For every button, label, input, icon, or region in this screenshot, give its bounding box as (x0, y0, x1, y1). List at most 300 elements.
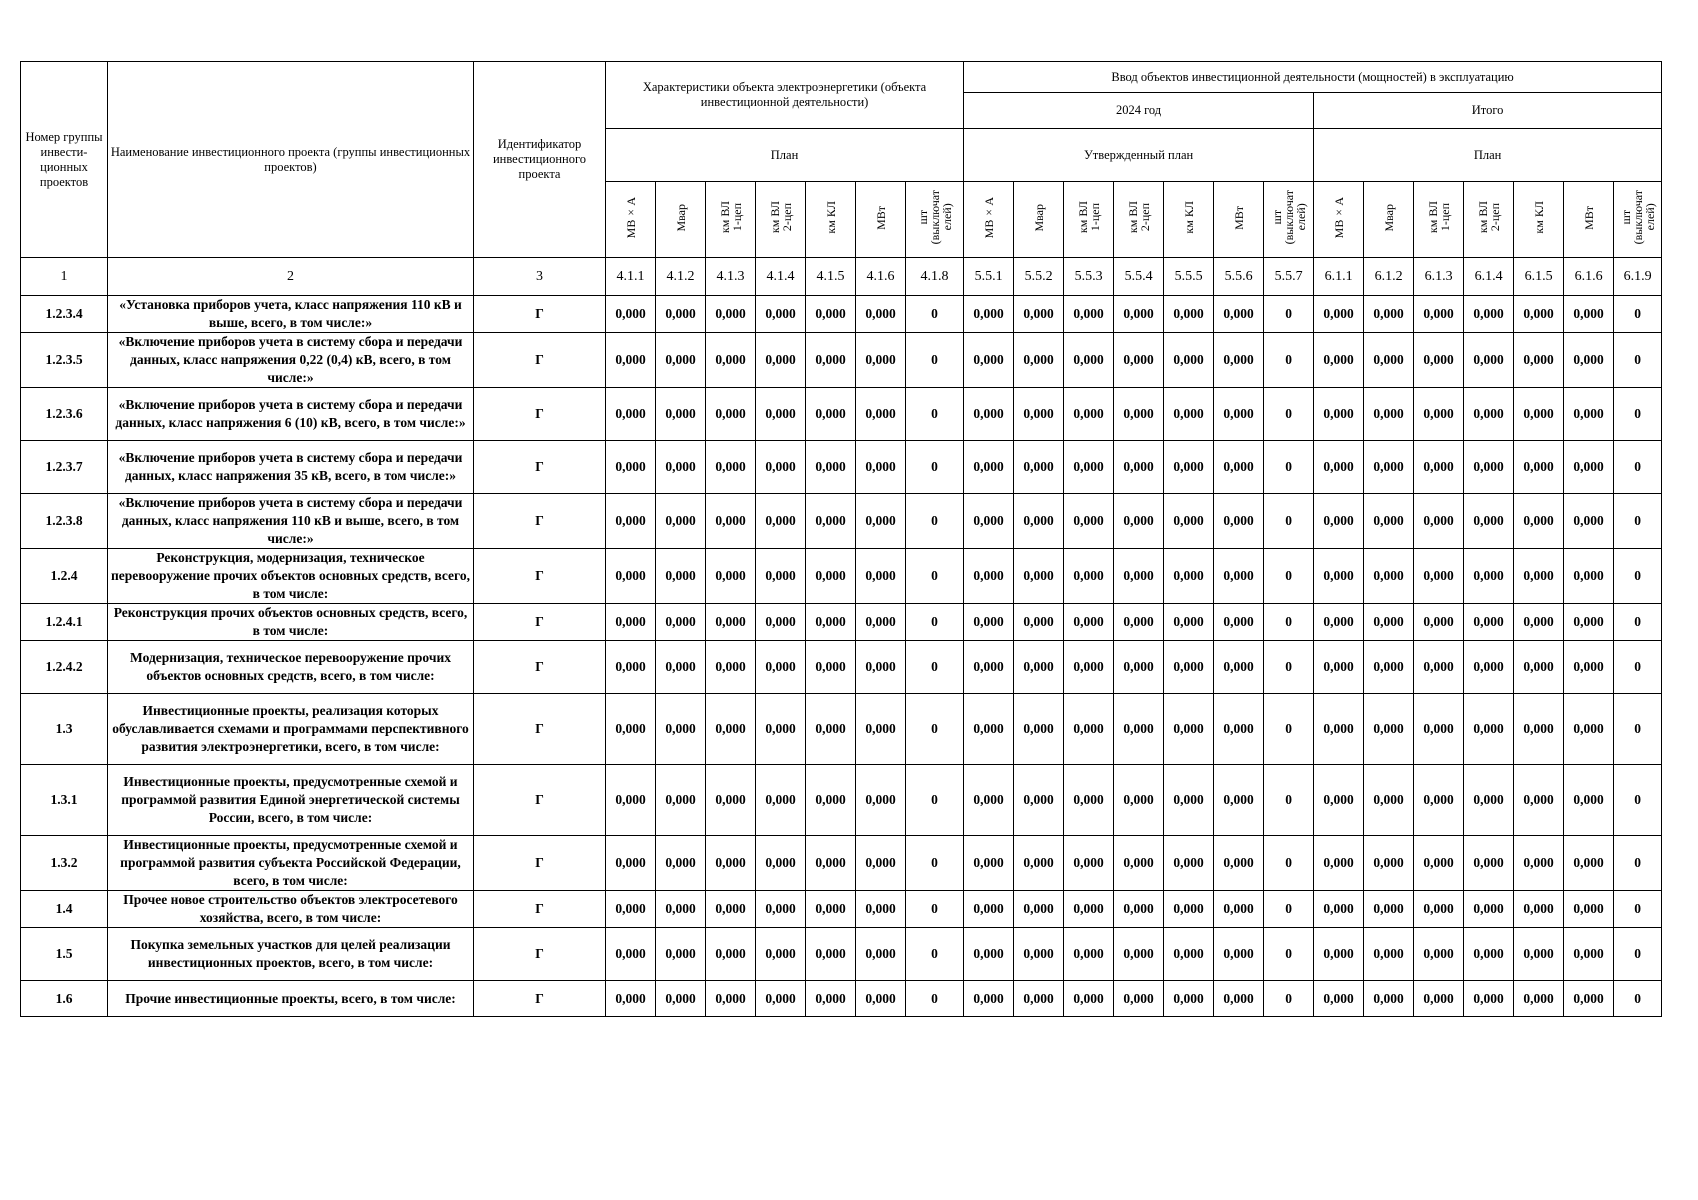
unit-label: км ВЛ 2-цеп (1475, 201, 1502, 234)
row-group-number: 1.2.3.7 (21, 441, 108, 494)
value-cell: 0,000 (1464, 981, 1514, 1017)
value-cell: 0 (1614, 604, 1662, 641)
value-cell: 0,000 (1514, 333, 1564, 388)
value-cell: 0,000 (1114, 928, 1164, 981)
value-cell: 0,000 (1014, 694, 1064, 765)
value-cell: 0,000 (1214, 694, 1264, 765)
value-cell: 0,000 (1314, 836, 1364, 891)
row-project-name: «Включение приборов учета в систему сбора и передачи данных, класс напряжения 35 кВ, всего, в том числе:» (108, 441, 474, 494)
row-project-name: Прочие инвестиционные проекты, всего, в том числе: (108, 981, 474, 1017)
value-cell: 0,000 (806, 928, 856, 981)
column-number: 6.1.2 (1364, 258, 1414, 296)
column-number: 2 (108, 258, 474, 296)
value-cell: 0,000 (1564, 928, 1614, 981)
value-cell: 0 (1264, 333, 1314, 388)
value-cell: 0,000 (964, 441, 1014, 494)
unit-label-cell (1264, 182, 1314, 258)
value-cell: 0,000 (1364, 388, 1414, 441)
unit-label: МВт (1231, 205, 1246, 230)
value-cell: 0,000 (1514, 549, 1564, 604)
unit-label: км ВЛ 1-цеп (1425, 201, 1452, 234)
unit-label: шт (выключат елей) (915, 190, 954, 245)
row-group-number: 1.3.2 (21, 836, 108, 891)
value-cell: 0,000 (1314, 441, 1364, 494)
value-cell: 0,000 (1014, 333, 1064, 388)
value-cell: 0,000 (1464, 333, 1514, 388)
value-cell: 0,000 (1064, 928, 1114, 981)
value-cell: 0,000 (1114, 604, 1164, 641)
unit-label: км КЛ (1531, 201, 1546, 234)
unit-label: км ВЛ 1-цеп (1075, 201, 1102, 234)
header-year: 2024 год (964, 93, 1314, 129)
value-cell: 0 (906, 549, 964, 604)
value-cell: 0,000 (1214, 891, 1264, 928)
value-cell: 0,000 (1064, 836, 1114, 891)
value-cell: 0,000 (1414, 296, 1464, 333)
value-cell: 0,000 (656, 494, 706, 549)
value-cell: 0,000 (964, 641, 1014, 694)
value-cell: 0,000 (1564, 388, 1614, 441)
row-project-name: Инвестиционные проекты, предусмотренные схемой и программой развития Единой энергетической системы России, всего, в том числе: (108, 765, 474, 836)
value-cell: 0,000 (1114, 891, 1164, 928)
value-cell: 0,000 (1014, 641, 1064, 694)
value-cell: 0,000 (856, 388, 906, 441)
value-cell: 0 (1614, 641, 1662, 694)
column-number: 4.1.1 (606, 258, 656, 296)
value-cell: 0,000 (606, 549, 656, 604)
value-cell: 0,000 (806, 549, 856, 604)
value-cell: 0,000 (1564, 694, 1614, 765)
value-cell: 0,000 (806, 296, 856, 333)
value-cell: 0 (906, 604, 964, 641)
value-cell: 0,000 (1564, 836, 1614, 891)
value-cell: 0,000 (656, 928, 706, 981)
row-project-id: Г (474, 333, 606, 388)
value-cell: 0,000 (756, 891, 806, 928)
header-group-number: Номер группы инвести-ционных проектов (21, 62, 108, 258)
unit-label: МВ×А (1331, 196, 1346, 239)
value-cell: 0,000 (1514, 836, 1564, 891)
value-cell: 0,000 (1214, 765, 1264, 836)
investment-table (20, 61, 1662, 1017)
column-number: 5.5.4 (1114, 258, 1164, 296)
value-cell: 0,000 (1514, 441, 1564, 494)
value-cell: 0 (1614, 549, 1662, 604)
value-cell: 0,000 (1564, 296, 1614, 333)
value-cell: 0,000 (1414, 694, 1464, 765)
row-project-id: Г (474, 981, 606, 1017)
value-cell: 0,000 (1464, 641, 1514, 694)
unit-label: км КЛ (823, 201, 838, 234)
value-cell: 0,000 (656, 604, 706, 641)
value-cell: 0,000 (1064, 891, 1114, 928)
unit-label: км КЛ (1181, 201, 1196, 234)
row-project-name: Инвестиционные проекты, предусмотренные схемой и программой развития субъекта Российской Федерации, всего, в том числе: (108, 836, 474, 891)
unit-label: МВ×А (981, 196, 996, 239)
value-cell: 0,000 (656, 388, 706, 441)
value-cell: 0,000 (964, 891, 1014, 928)
value-cell: 0,000 (1414, 981, 1464, 1017)
value-cell: 0,000 (756, 765, 806, 836)
value-cell: 0,000 (1114, 494, 1164, 549)
value-cell: 0,000 (1114, 333, 1164, 388)
row-project-id: Г (474, 388, 606, 441)
value-cell: 0,000 (1514, 388, 1564, 441)
value-cell: 0,000 (1114, 981, 1164, 1017)
row-project-name: Модернизация, техническое перевооружение прочих объектов основных средств, всего, в том числе: (108, 641, 474, 694)
value-cell: 0,000 (1214, 494, 1264, 549)
table-row (21, 604, 1662, 641)
value-cell: 0,000 (964, 549, 1014, 604)
table-row (21, 494, 1662, 549)
value-cell: 0 (1264, 928, 1314, 981)
value-cell: 0,000 (1364, 549, 1414, 604)
value-cell: 0,000 (1014, 441, 1064, 494)
row-group-number: 1.3.1 (21, 765, 108, 836)
value-cell: 0,000 (1414, 549, 1464, 604)
value-cell: 0,000 (1464, 441, 1514, 494)
unit-label-cell (1014, 182, 1064, 258)
unit-label-cell (1214, 182, 1264, 258)
value-cell: 0,000 (1414, 765, 1464, 836)
column-number: 3 (474, 258, 606, 296)
column-number: 4.1.8 (906, 258, 964, 296)
value-cell: 0,000 (606, 604, 656, 641)
row-group-number: 1.2.3.5 (21, 333, 108, 388)
column-number: 5.5.5 (1164, 258, 1214, 296)
value-cell: 0,000 (1564, 891, 1614, 928)
value-cell: 0,000 (606, 981, 656, 1017)
value-cell: 0,000 (1164, 388, 1214, 441)
header-total: Итого (1314, 93, 1662, 129)
value-cell: 0,000 (1414, 836, 1464, 891)
value-cell: 0,000 (1364, 441, 1414, 494)
row-group-number: 1.5 (21, 928, 108, 981)
value-cell: 0,000 (1314, 765, 1364, 836)
value-cell: 0,000 (806, 694, 856, 765)
value-cell: 0 (1614, 928, 1662, 981)
value-cell: 0,000 (656, 981, 706, 1017)
table-row (21, 388, 1662, 441)
value-cell: 0,000 (1214, 836, 1264, 891)
value-cell: 0,000 (1164, 441, 1214, 494)
value-cell: 0,000 (1214, 549, 1264, 604)
column-number: 4.1.6 (856, 258, 906, 296)
value-cell: 0 (1264, 981, 1314, 1017)
row-project-name: «Установка приборов учета, класс напряжения 110 кВ и выше, всего, в том числе:» (108, 296, 474, 333)
value-cell: 0 (1614, 333, 1662, 388)
value-cell: 0,000 (1164, 928, 1214, 981)
value-cell: 0,000 (1414, 604, 1464, 641)
value-cell: 0,000 (606, 765, 656, 836)
value-cell: 0,000 (1114, 441, 1164, 494)
value-cell: 0,000 (1514, 604, 1564, 641)
value-cell: 0 (1264, 494, 1314, 549)
unit-label: МВт (1581, 205, 1596, 230)
value-cell: 0,000 (1214, 641, 1264, 694)
value-cell: 0,000 (1364, 296, 1414, 333)
unit-label-cell (756, 182, 806, 258)
value-cell: 0,000 (1164, 836, 1214, 891)
column-number: 4.1.4 (756, 258, 806, 296)
value-cell: 0,000 (1464, 765, 1514, 836)
value-cell: 0 (906, 441, 964, 494)
value-cell: 0 (1264, 604, 1314, 641)
column-number: 6.1.3 (1414, 258, 1464, 296)
table-header (21, 62, 1662, 296)
table-row (21, 765, 1662, 836)
column-number: 5.5.6 (1214, 258, 1264, 296)
value-cell: 0,000 (856, 694, 906, 765)
header-project-id: Идентификатор инвестиционного проекта (474, 62, 606, 258)
value-cell: 0,000 (1314, 981, 1364, 1017)
value-cell: 0,000 (964, 296, 1014, 333)
value-cell: 0 (1614, 765, 1662, 836)
unit-label-cell (1064, 182, 1114, 258)
value-cell: 0,000 (656, 765, 706, 836)
value-cell: 0,000 (1164, 694, 1214, 765)
value-cell: 0,000 (1064, 981, 1114, 1017)
value-cell: 0,000 (1064, 388, 1114, 441)
value-cell: 0,000 (1214, 981, 1264, 1017)
row-project-name: Прочее новое строительство объектов электросетевого хозяйства, всего, в том числе: (108, 891, 474, 928)
table-row (21, 694, 1662, 765)
value-cell: 0,000 (1064, 604, 1114, 641)
value-cell: 0,000 (1064, 296, 1114, 333)
value-cell: 0,000 (806, 891, 856, 928)
value-cell: 0 (1614, 494, 1662, 549)
column-number: 4.1.5 (806, 258, 856, 296)
value-cell: 0 (906, 641, 964, 694)
value-cell: 0,000 (706, 494, 756, 549)
value-cell: 0,000 (964, 928, 1014, 981)
row-group-number: 1.2.4.1 (21, 604, 108, 641)
value-cell: 0,000 (656, 549, 706, 604)
value-cell: 0,000 (1314, 296, 1364, 333)
value-cell: 0 (1264, 549, 1314, 604)
row-group-number: 1.3 (21, 694, 108, 765)
column-number: 6.1.5 (1514, 258, 1564, 296)
column-number: 4.1.2 (656, 258, 706, 296)
value-cell: 0,000 (964, 494, 1014, 549)
value-cell: 0,000 (1114, 388, 1164, 441)
header-total-plan: План (1314, 129, 1662, 182)
value-cell: 0,000 (1464, 494, 1514, 549)
value-cell: 0,000 (856, 441, 906, 494)
value-cell: 0,000 (856, 604, 906, 641)
value-cell: 0,000 (1164, 494, 1214, 549)
unit-label-cell (706, 182, 756, 258)
value-cell: 0 (1614, 388, 1662, 441)
row-group-number: 1.2.3.8 (21, 494, 108, 549)
value-cell: 0 (906, 891, 964, 928)
row-group-number: 1.2.3.4 (21, 296, 108, 333)
value-cell: 0,000 (1314, 694, 1364, 765)
value-cell: 0,000 (1314, 928, 1364, 981)
column-number: 4.1.3 (706, 258, 756, 296)
value-cell: 0,000 (1564, 765, 1614, 836)
value-cell: 0,000 (606, 494, 656, 549)
value-cell: 0,000 (706, 388, 756, 441)
value-cell: 0,000 (1464, 549, 1514, 604)
unit-label-cell (1164, 182, 1214, 258)
unit-label: Мвар (1381, 203, 1396, 232)
value-cell: 0,000 (856, 928, 906, 981)
row-project-id: Г (474, 296, 606, 333)
value-cell: 0,000 (1064, 333, 1114, 388)
value-cell: 0,000 (706, 836, 756, 891)
value-cell: 0,000 (656, 641, 706, 694)
value-cell: 0,000 (606, 891, 656, 928)
value-cell: 0,000 (1464, 388, 1514, 441)
value-cell: 0,000 (806, 388, 856, 441)
value-cell: 0,000 (856, 641, 906, 694)
value-cell: 0,000 (706, 765, 756, 836)
value-cell: 0,000 (1364, 981, 1414, 1017)
row-project-id: Г (474, 604, 606, 641)
investment-table-sheet (20, 61, 1662, 1017)
unit-label: км ВЛ 2-цеп (1125, 201, 1152, 234)
row-project-id: Г (474, 928, 606, 981)
unit-label-cell (656, 182, 706, 258)
unit-label-cell (906, 182, 964, 258)
value-cell: 0,000 (1514, 928, 1564, 981)
value-cell: 0,000 (1064, 641, 1114, 694)
value-cell: 0,000 (706, 441, 756, 494)
value-cell: 0 (906, 694, 964, 765)
value-cell: 0,000 (1164, 641, 1214, 694)
value-cell: 0 (1614, 694, 1662, 765)
value-cell: 0,000 (1464, 296, 1514, 333)
value-cell: 0,000 (1514, 981, 1564, 1017)
value-cell: 0,000 (1364, 694, 1414, 765)
value-cell: 0,000 (1214, 441, 1264, 494)
value-cell: 0,000 (1414, 891, 1464, 928)
row-project-name: «Включение приборов учета в систему сбора и передачи данных, класс напряжения 110 кВ и выше, всего, в том числе:» (108, 494, 474, 549)
value-cell: 0,000 (706, 981, 756, 1017)
value-cell: 0,000 (1114, 549, 1164, 604)
value-cell: 0,000 (1364, 494, 1414, 549)
value-cell: 0,000 (606, 388, 656, 441)
value-cell: 0,000 (806, 641, 856, 694)
value-cell: 0,000 (606, 441, 656, 494)
unit-label-cell (606, 182, 656, 258)
value-cell: 0,000 (1014, 891, 1064, 928)
unit-label-cell (1564, 182, 1614, 258)
value-cell: 0,000 (1114, 694, 1164, 765)
value-cell: 0,000 (1014, 296, 1064, 333)
value-cell: 0,000 (606, 836, 656, 891)
value-cell: 0,000 (1114, 765, 1164, 836)
value-cell: 0,000 (1314, 549, 1364, 604)
value-cell: 0,000 (1314, 333, 1364, 388)
value-cell: 0,000 (1414, 641, 1464, 694)
value-cell: 0,000 (1064, 441, 1114, 494)
value-cell: 0,000 (1464, 604, 1514, 641)
value-cell: 0,000 (1314, 641, 1364, 694)
value-cell: 0,000 (756, 641, 806, 694)
value-cell: 0,000 (1164, 549, 1214, 604)
value-cell: 0,000 (1364, 836, 1414, 891)
value-cell: 0,000 (1364, 333, 1414, 388)
row-project-id: Г (474, 836, 606, 891)
table-row (21, 641, 1662, 694)
value-cell: 0,000 (1464, 694, 1514, 765)
unit-label-cell (1314, 182, 1364, 258)
value-cell: 0 (1614, 296, 1662, 333)
value-cell: 0,000 (706, 641, 756, 694)
value-cell: 0,000 (1014, 836, 1064, 891)
value-cell: 0,000 (856, 765, 906, 836)
value-cell: 0,000 (1364, 604, 1414, 641)
value-cell: 0,000 (964, 604, 1014, 641)
value-cell: 0,000 (1364, 891, 1414, 928)
value-cell: 0 (1264, 765, 1314, 836)
value-cell: 0,000 (1164, 296, 1214, 333)
value-cell: 0 (1264, 641, 1314, 694)
value-cell: 0 (906, 388, 964, 441)
value-cell: 0,000 (656, 333, 706, 388)
value-cell: 0,000 (856, 981, 906, 1017)
unit-label: МВ×А (623, 196, 638, 239)
value-cell: 0,000 (756, 981, 806, 1017)
row-project-name: «Включение приборов учета в систему сбора и передачи данных, класс напряжения 6 (10) кВ, всего, в том числе:» (108, 388, 474, 441)
value-cell: 0,000 (756, 296, 806, 333)
value-cell: 0,000 (1014, 981, 1064, 1017)
value-cell: 0,000 (1064, 694, 1114, 765)
value-cell: 0,000 (1214, 604, 1264, 641)
value-cell: 0,000 (806, 836, 856, 891)
value-cell: 0,000 (1214, 296, 1264, 333)
row-project-name: Инвестиционные проекты, реализация которых обуславливается схемами и программами перспективного развития электроэнергетики, всего, в том числе: (108, 694, 474, 765)
unit-label: км ВЛ 1-цеп (717, 201, 744, 234)
value-cell: 0,000 (1164, 891, 1214, 928)
value-cell: 0,000 (1014, 388, 1064, 441)
value-cell: 0,000 (606, 694, 656, 765)
value-cell: 0,000 (964, 981, 1014, 1017)
value-cell: 0,000 (1114, 836, 1164, 891)
value-cell: 0,000 (1014, 928, 1064, 981)
row-project-name: Реконструкция прочих объектов основных средств, всего, в том числе: (108, 604, 474, 641)
header-approved-plan: Утвержденный план (964, 129, 1314, 182)
value-cell: 0,000 (1414, 441, 1464, 494)
value-cell: 0,000 (1564, 641, 1614, 694)
unit-label-cell (856, 182, 906, 258)
value-cell: 0,000 (756, 694, 806, 765)
value-cell: 0,000 (1514, 296, 1564, 333)
value-cell: 0 (1264, 891, 1314, 928)
value-cell: 0,000 (1564, 333, 1614, 388)
table-row (21, 333, 1662, 388)
value-cell: 0,000 (964, 765, 1014, 836)
column-number: 6.1.6 (1564, 258, 1614, 296)
value-cell: 0 (1614, 981, 1662, 1017)
value-cell: 0,000 (756, 549, 806, 604)
value-cell: 0,000 (656, 296, 706, 333)
unit-label-cell (1414, 182, 1464, 258)
unit-label: МВт (873, 205, 888, 230)
value-cell: 0,000 (1414, 333, 1464, 388)
column-number: 6.1.4 (1464, 258, 1514, 296)
row-project-id: Г (474, 891, 606, 928)
value-cell: 0,000 (756, 388, 806, 441)
value-cell: 0,000 (756, 604, 806, 641)
value-cell: 0 (906, 765, 964, 836)
value-cell: 0,000 (706, 604, 756, 641)
value-cell: 0,000 (964, 333, 1014, 388)
value-cell: 0,000 (856, 836, 906, 891)
value-cell: 0,000 (1314, 494, 1364, 549)
